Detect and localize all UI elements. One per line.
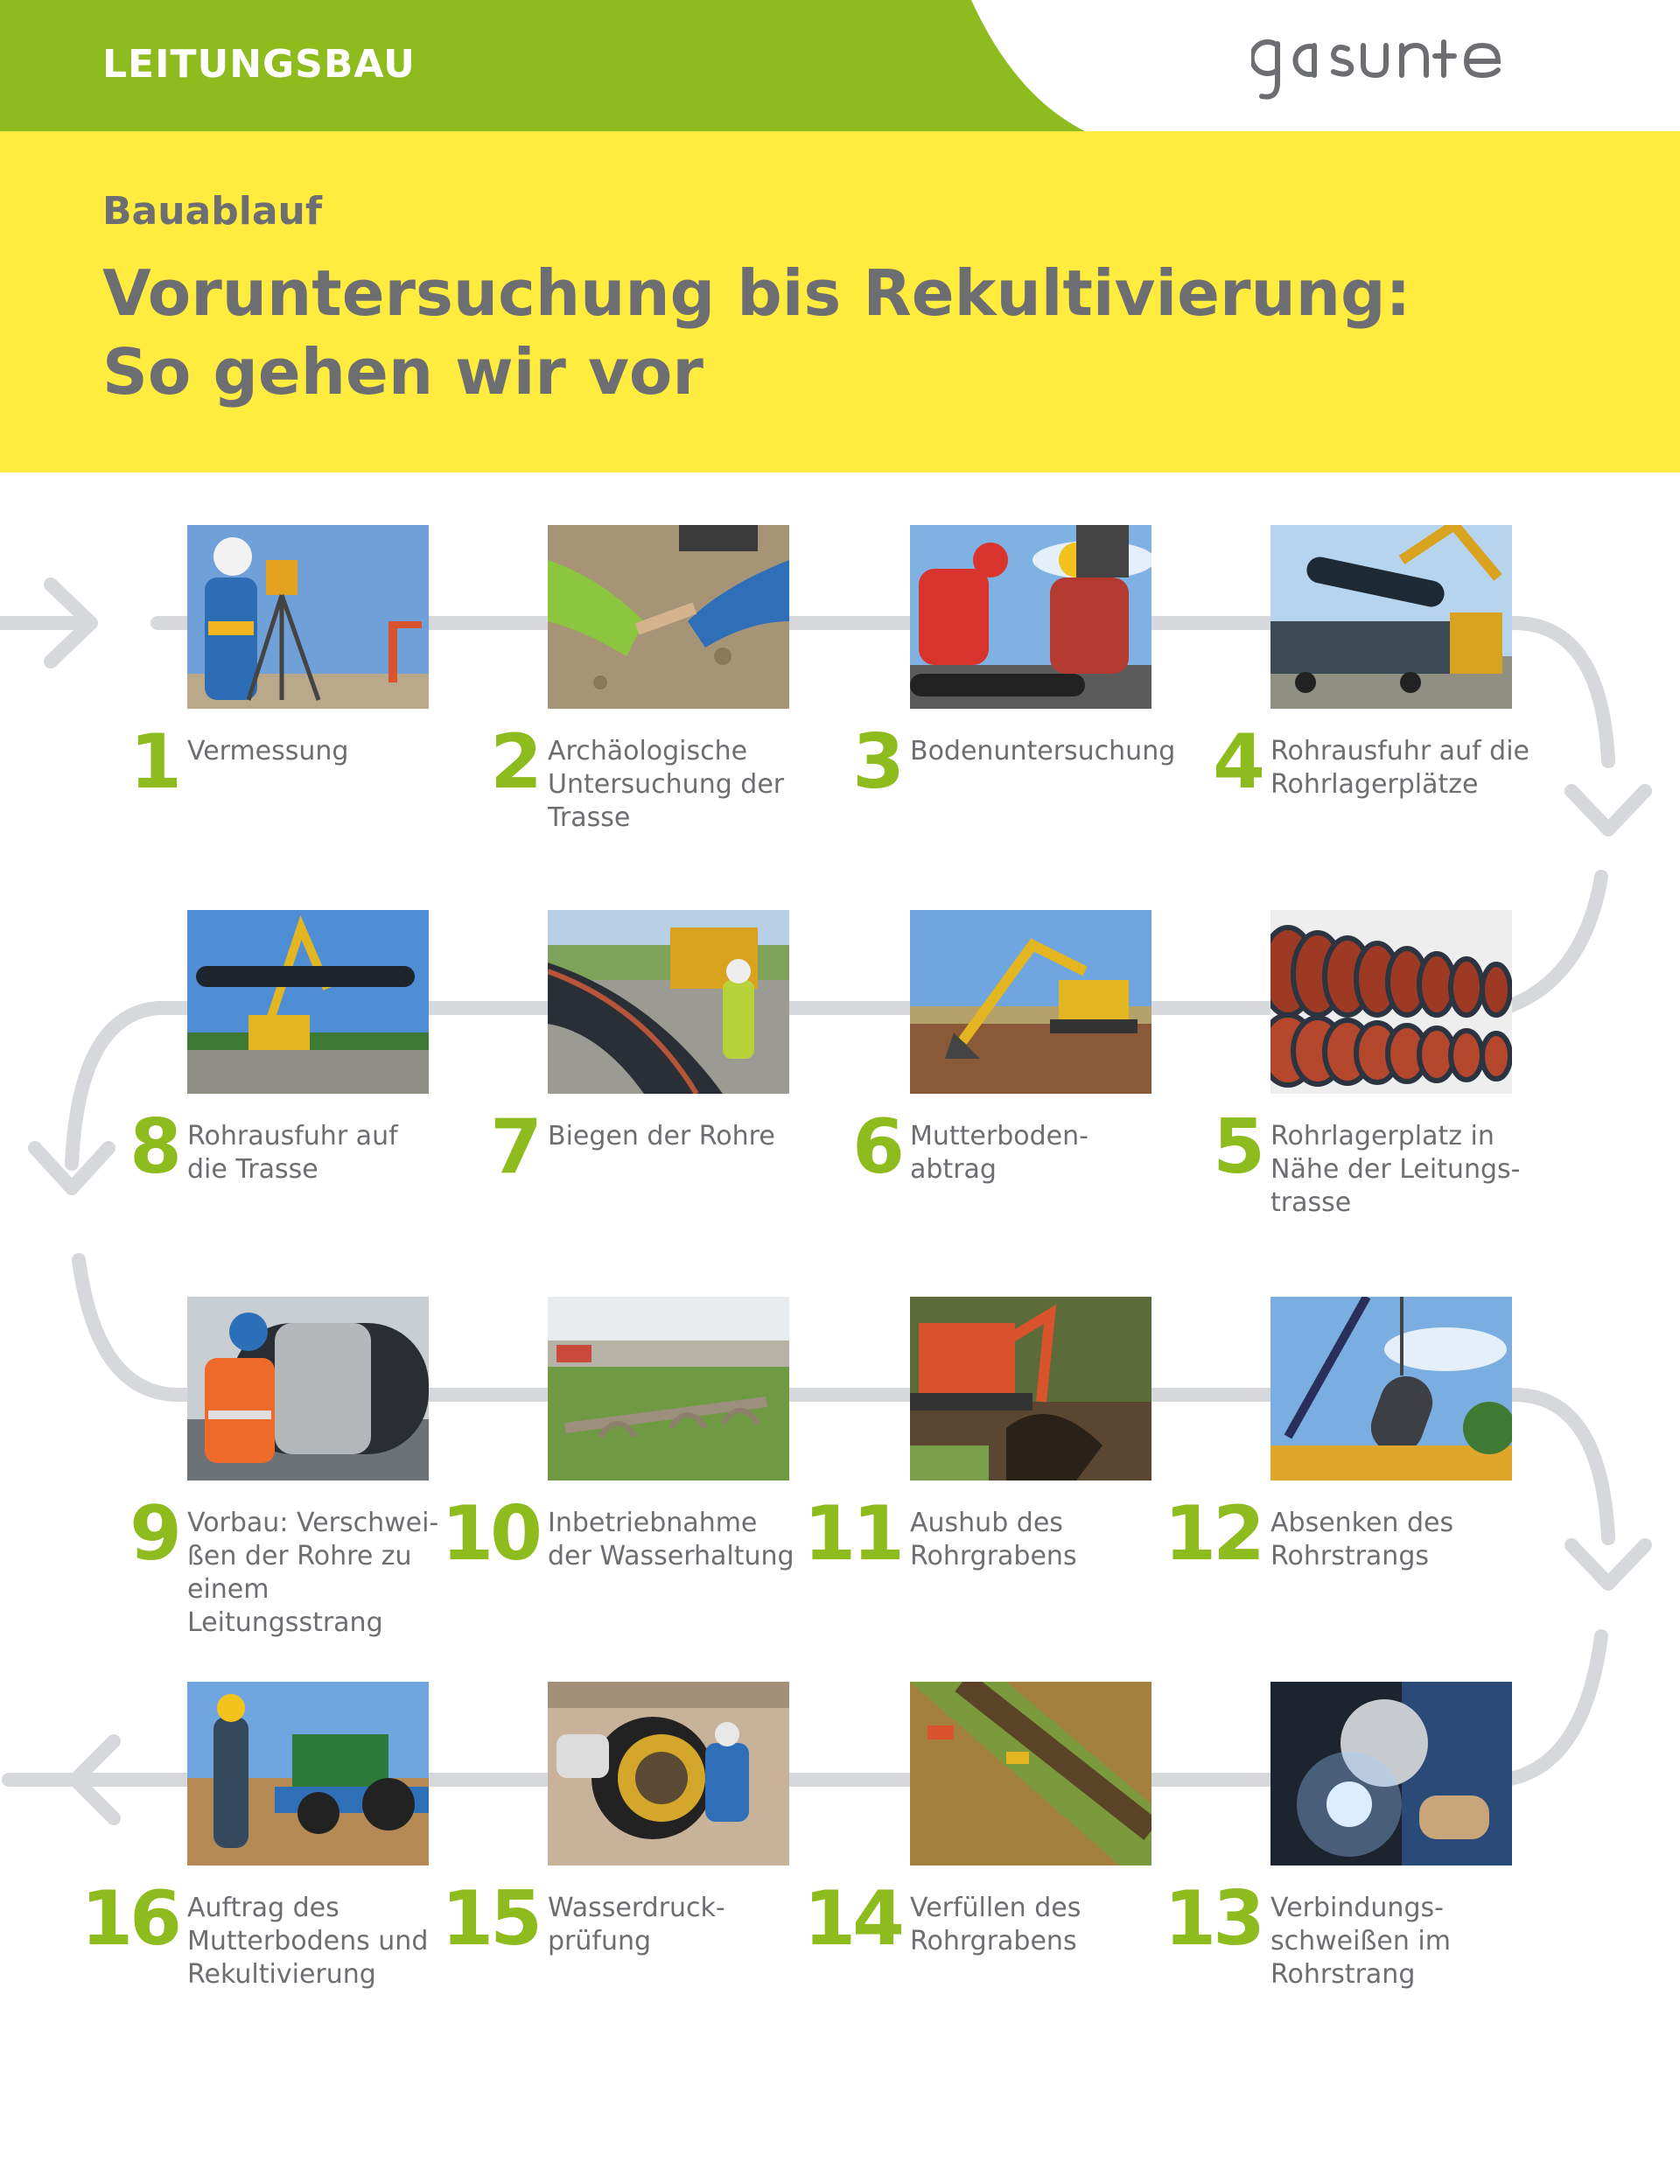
pipe-lifted-by-crane-image bbox=[187, 910, 429, 1094]
step-caption-line: Rohrausfuhr auf die bbox=[1270, 736, 1530, 766]
step-caption-line: Wasserdruck- bbox=[548, 1893, 725, 1923]
step-caption bbox=[548, 735, 828, 835]
step-caption-line: Rekultivierung bbox=[187, 1959, 376, 1990]
step-caption-line: Verbindungs- bbox=[1270, 1893, 1444, 1923]
surveyor-with-theodolite-image bbox=[187, 525, 429, 709]
intro-band bbox=[0, 131, 1680, 472]
step-number: 5 bbox=[1213, 1103, 1262, 1191]
step-caption-line: Vorbau: Verschwei- bbox=[187, 1508, 439, 1538]
pipe-loaded-on-truck-image bbox=[1270, 525, 1512, 709]
step-number: 12 bbox=[1164, 1490, 1262, 1578]
step-caption-line: Rohrgrabens bbox=[910, 1926, 1077, 1956]
pressure-test-equipment-image bbox=[548, 1682, 789, 1866]
step-caption bbox=[187, 1892, 467, 1992]
step-photo-pressure-test-equipment bbox=[548, 1682, 789, 1866]
step-caption-line: Archäologische bbox=[548, 736, 748, 766]
step-photo-archaeologists-digging bbox=[548, 525, 789, 709]
step-number: 4 bbox=[1213, 718, 1262, 806]
aerial-trench-backfill-image bbox=[910, 1682, 1152, 1866]
excavator-digging-trench-image bbox=[910, 1297, 1152, 1480]
step-caption bbox=[548, 1892, 828, 1958]
step-number: 11 bbox=[803, 1490, 901, 1578]
page-title bbox=[102, 254, 1410, 411]
step-caption bbox=[548, 1120, 828, 1153]
step-photo-excavator-digging-trench bbox=[910, 1297, 1152, 1480]
step-caption-line: die Trasse bbox=[187, 1154, 318, 1185]
step-caption-line: Rohrgrabens bbox=[910, 1541, 1077, 1572]
step-caption-line: ßen der Rohre zu bbox=[187, 1541, 412, 1572]
dewatering-field-image bbox=[548, 1297, 789, 1480]
step-caption-line: Nähe der Leitungs- bbox=[1270, 1154, 1521, 1185]
step-caption-line: Mutterbodens und bbox=[187, 1926, 429, 1956]
step-caption bbox=[1270, 1892, 1550, 1992]
archaeologists-digging-image bbox=[548, 525, 789, 709]
crane-lowering-pipe-image bbox=[1270, 1297, 1512, 1480]
step-photo-excavator-removing-topsoil bbox=[910, 910, 1152, 1094]
step-caption bbox=[1270, 1507, 1550, 1573]
step-photo-tractor-recultivation bbox=[187, 1682, 429, 1866]
excavator-removing-topsoil-image bbox=[910, 910, 1152, 1094]
step-caption-line: abtrag bbox=[910, 1154, 997, 1185]
step-caption-line: Untersuchung der bbox=[548, 769, 785, 800]
page-title-line-1: Voruntersuchung bis Rekultivierung: bbox=[102, 256, 1411, 330]
step-number: 10 bbox=[441, 1490, 539, 1578]
step-caption bbox=[187, 1120, 467, 1186]
step-number: 2 bbox=[490, 718, 539, 806]
step-caption-line: Rohrstrang bbox=[1270, 1959, 1416, 1990]
step-photo-welder-at-pipe bbox=[187, 1297, 429, 1480]
step-caption bbox=[1270, 735, 1550, 802]
step-caption-line: Aushub des bbox=[910, 1508, 1063, 1538]
step-photo-crane-lowering-pipe bbox=[1270, 1297, 1512, 1480]
step-caption-line: prüfung bbox=[548, 1926, 652, 1956]
step-photo-pipe-bending-machine bbox=[548, 910, 789, 1094]
step-photo-dewatering-field bbox=[548, 1297, 789, 1480]
step-photo-aerial-trench-backfill bbox=[910, 1682, 1152, 1866]
step-caption-line: Rohrstrangs bbox=[1270, 1541, 1429, 1572]
header-band bbox=[0, 0, 1680, 131]
step-caption-line: Mutterboden- bbox=[910, 1121, 1088, 1152]
step-caption-line: trasse bbox=[1270, 1187, 1352, 1218]
overline: Bauablauf bbox=[102, 189, 322, 234]
step-caption-line: einem Leitungsstrang bbox=[187, 1574, 383, 1638]
step-number: 3 bbox=[852, 718, 901, 806]
step-caption bbox=[910, 1120, 1190, 1186]
step-number: 15 bbox=[441, 1875, 539, 1963]
step-photo-stacked-pipes bbox=[1270, 910, 1512, 1094]
tractor-recultivation-image bbox=[187, 1682, 429, 1866]
step-photo-pipe-lifted-by-crane bbox=[187, 910, 429, 1094]
step-caption bbox=[1270, 1120, 1550, 1220]
step-number: 7 bbox=[490, 1103, 539, 1191]
step-caption-line: Bodenuntersuchung bbox=[910, 736, 1176, 766]
step-caption-line: Trasse bbox=[548, 802, 631, 833]
section-label: LEITUNGSBAU bbox=[102, 42, 416, 87]
step-caption-line: Auftrag des bbox=[187, 1893, 340, 1923]
step-caption-line: Vermessung bbox=[187, 736, 349, 766]
step-caption-line: schweißen im bbox=[1270, 1926, 1451, 1956]
page-title-line-2: So gehen wir vor bbox=[102, 335, 704, 409]
step-caption-line: Inbetriebnahme bbox=[548, 1508, 758, 1538]
step-photo-surveyor-with-theodolite bbox=[187, 525, 429, 709]
welder-at-pipe-image bbox=[187, 1297, 429, 1480]
step-caption bbox=[548, 1507, 828, 1573]
stacked-pipes-image bbox=[1270, 910, 1512, 1094]
pipe-bending-machine-image bbox=[548, 910, 789, 1094]
step-caption bbox=[910, 1892, 1190, 1958]
step-photo-welding-sparks bbox=[1270, 1682, 1512, 1866]
step-photo-workers-examining-soil bbox=[910, 525, 1152, 709]
welding-sparks-image bbox=[1270, 1682, 1512, 1866]
workers-examining-soil-image bbox=[910, 525, 1152, 709]
step-number: 6 bbox=[852, 1103, 901, 1191]
step-number: 13 bbox=[1164, 1875, 1262, 1963]
step-caption-line: Absenken des bbox=[1270, 1508, 1454, 1538]
step-caption-line: Rohrlagerplätze bbox=[1270, 769, 1479, 800]
step-caption-line: Rohrausfuhr auf bbox=[187, 1121, 398, 1152]
step-number: 16 bbox=[80, 1875, 178, 1963]
step-caption-line: der Wasserhaltung bbox=[548, 1541, 794, 1572]
step-number: 14 bbox=[803, 1875, 901, 1963]
step-number: 9 bbox=[130, 1490, 178, 1578]
step-number: 8 bbox=[130, 1103, 178, 1191]
process-flow bbox=[0, 472, 1680, 2184]
step-caption-line: Verfüllen des bbox=[910, 1893, 1082, 1923]
step-caption-line: Rohrlagerplatz in bbox=[1270, 1121, 1494, 1152]
step-photo-pipe-loaded-on-truck bbox=[1270, 525, 1512, 709]
step-caption-line: Biegen der Rohre bbox=[548, 1121, 775, 1152]
gasunie-logo-icon bbox=[1251, 26, 1514, 105]
step-number: 1 bbox=[130, 718, 178, 806]
